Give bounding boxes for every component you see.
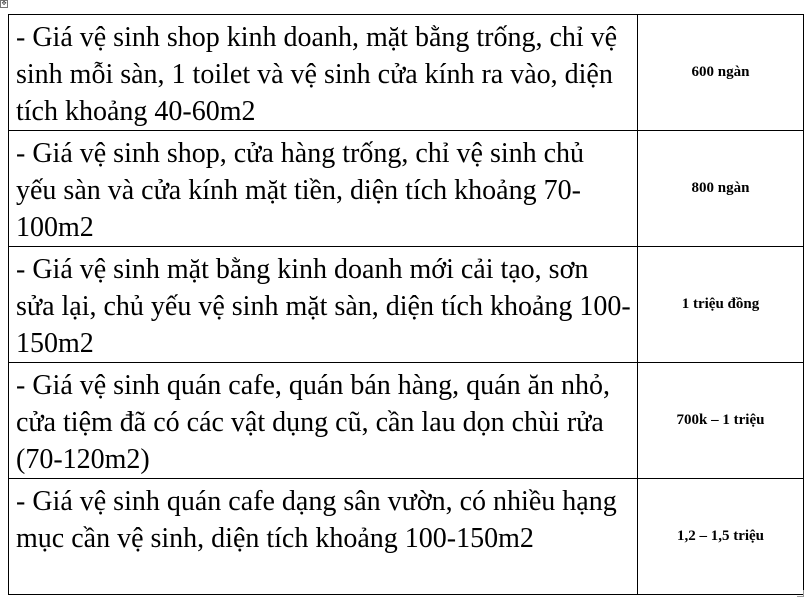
table-resize-handle-icon[interactable] [797, 590, 804, 597]
table-move-handle-icon[interactable]: ✥ [1, 0, 7, 7]
service-price: 600 ngàn [638, 15, 804, 131]
service-price: 1,2 – 1,5 triệu [638, 479, 804, 595]
service-description: - Giá vệ sinh quán cafe, quán bán hàng, quán ăn nhỏ, cửa tiệm đã có các vật dụng cũ, cần lau dọn chùi rửa (70-120m2) [9, 363, 638, 479]
table-row [9, 479, 804, 595]
service-description: - Giá vệ sinh quán cafe dạng sân vườn, có nhiều hạng mục cần vệ sinh, diện tích khoảng 100-150m2 [9, 479, 638, 595]
service-price: 700k – 1 triệu [638, 363, 804, 479]
table-row [9, 131, 804, 247]
service-price: 800 ngàn [638, 131, 804, 247]
table-row [9, 363, 804, 479]
service-description: - Giá vệ sinh shop, cửa hàng trống, chỉ vệ sinh chủ yếu sàn và cửa kính mặt tiền, diện tích khoảng 70-100m2 [9, 131, 638, 247]
table-row [9, 247, 804, 363]
service-description: - Giá vệ sinh shop kinh doanh, mặt bằng trống, chỉ vệ sinh mỗi sàn, 1 toilet và vệ sinh cửa kính ra vào, diện tích khoảng 40-60m2 [9, 15, 638, 131]
service-description: - Giá vệ sinh mặt bằng kinh doanh mới cải tạo, sơn sửa lại, chủ yếu vệ sinh mặt sàn, diện tích khoảng 100-150m2 [9, 247, 638, 363]
service-price: 1 triệu đồng [638, 247, 804, 363]
table-row [9, 15, 804, 131]
price-table [8, 14, 804, 595]
